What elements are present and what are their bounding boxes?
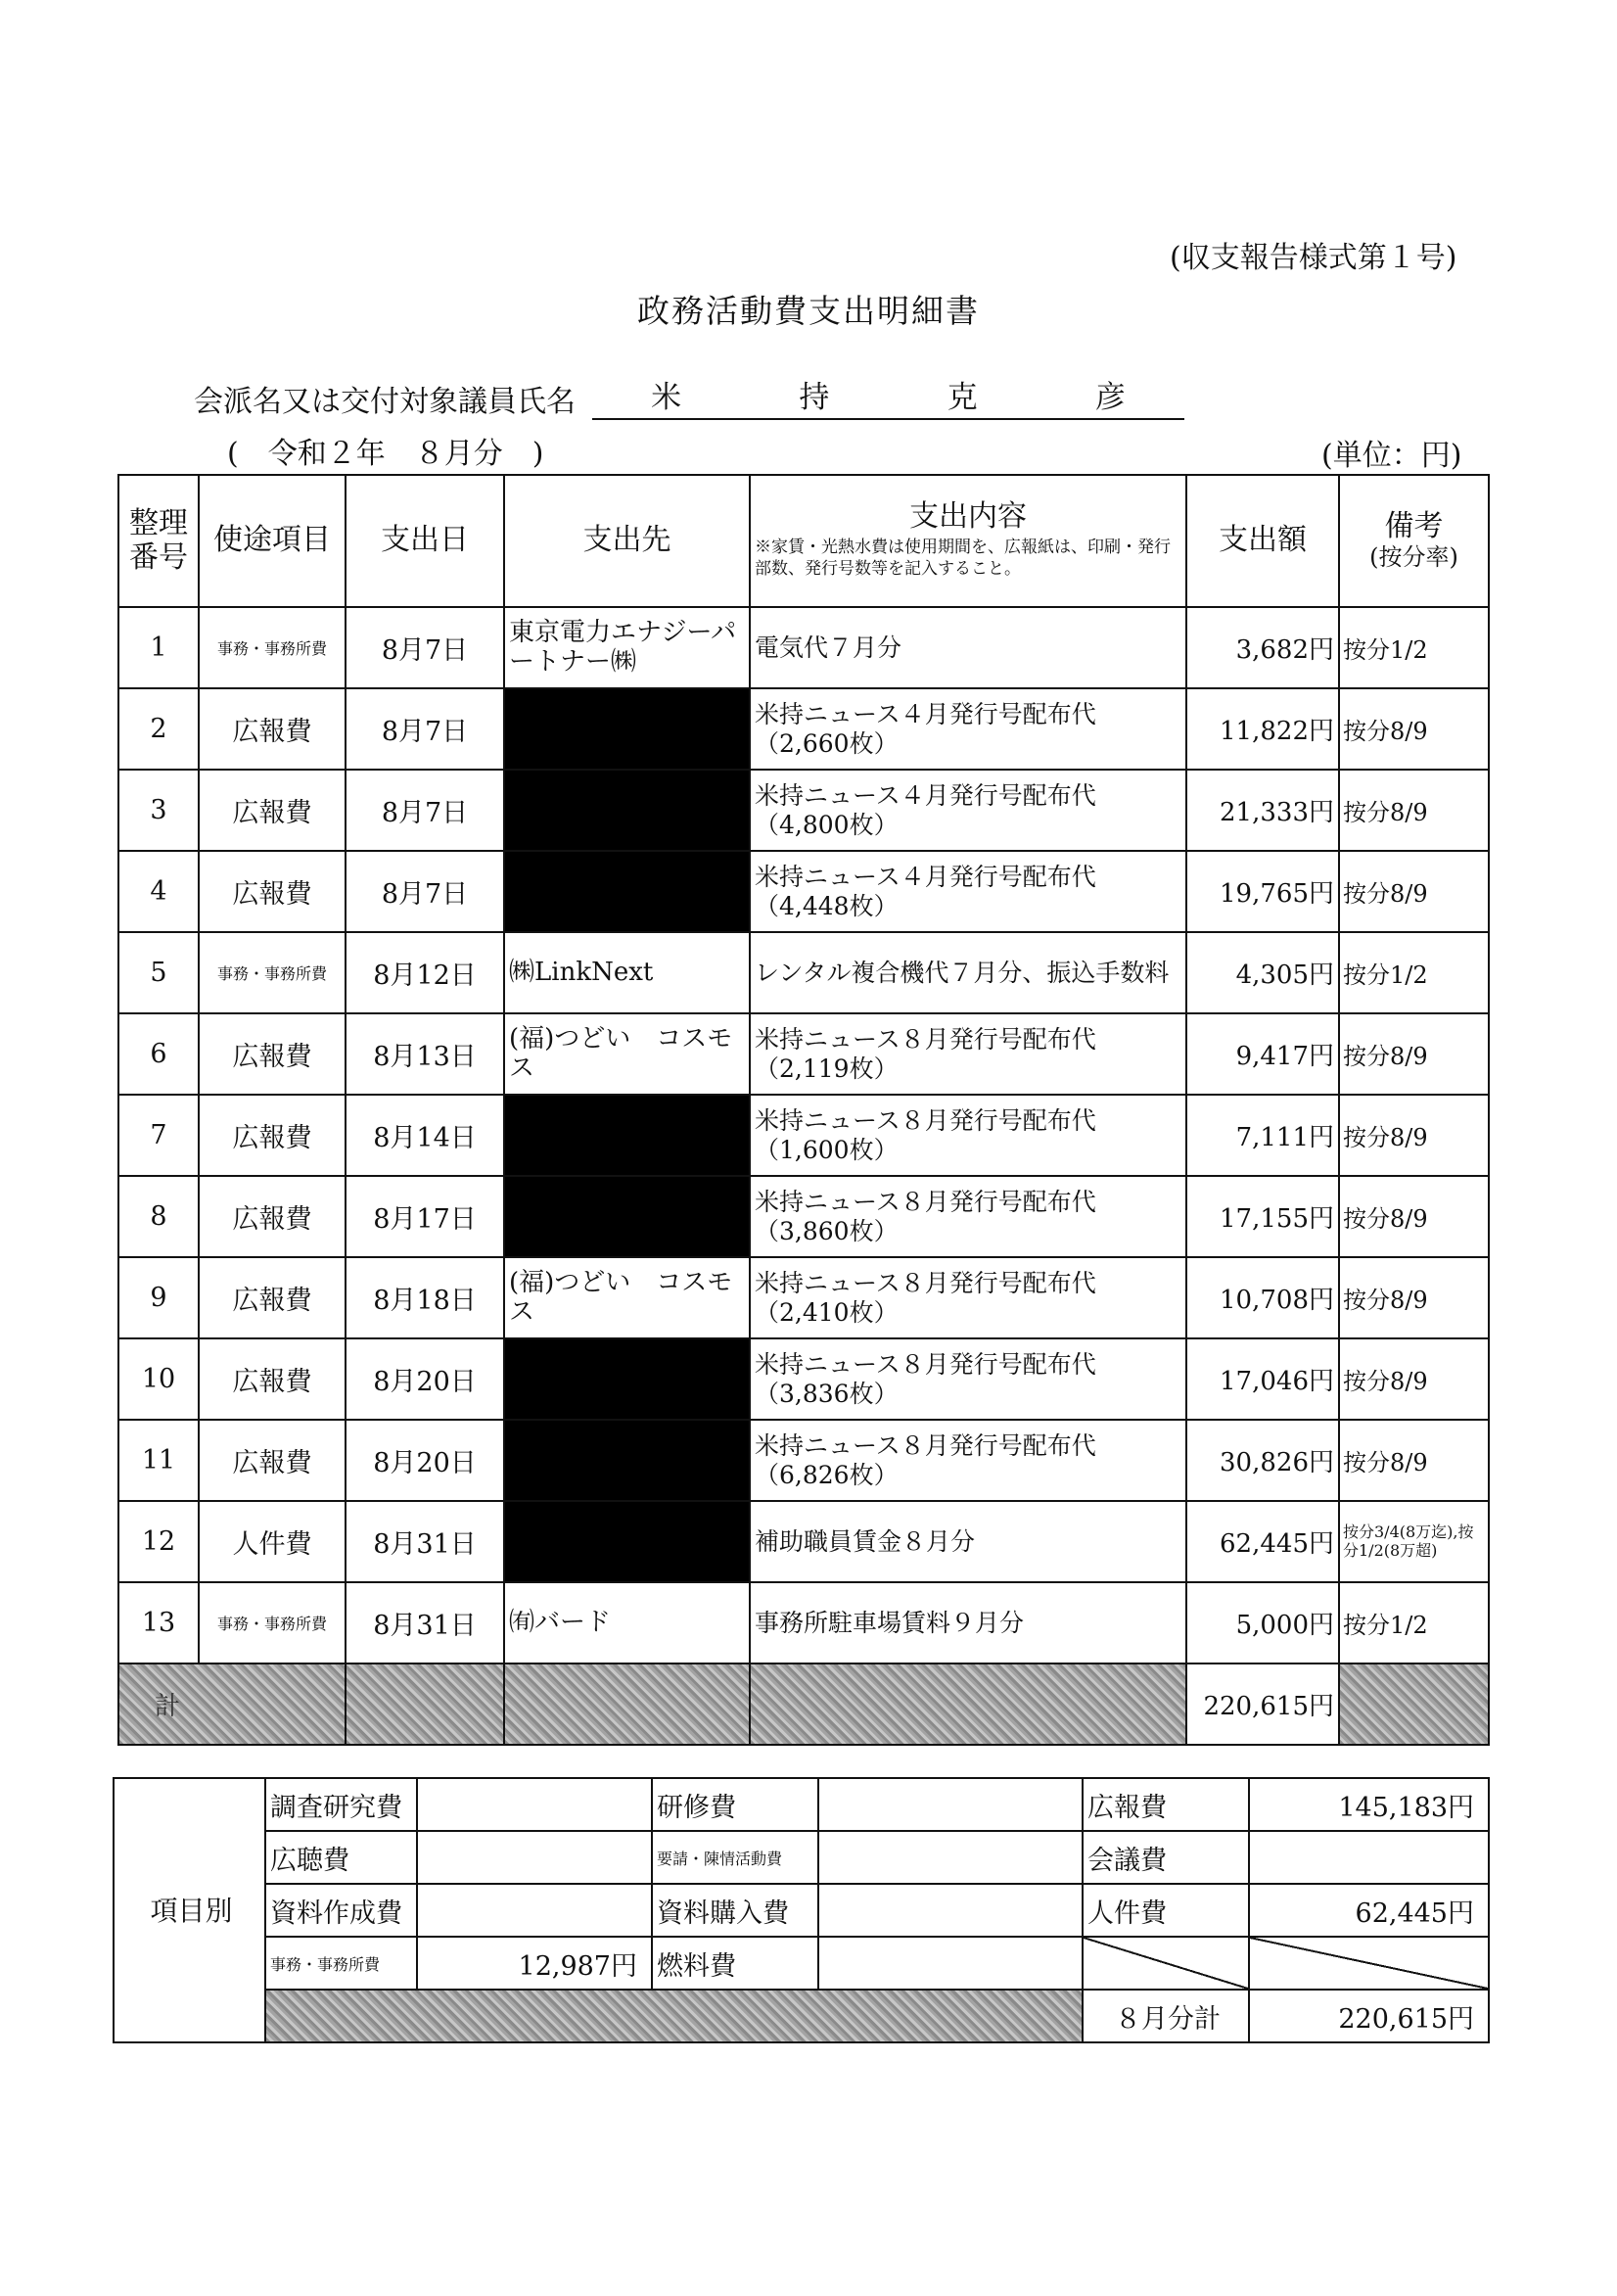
table-row xyxy=(118,770,1489,851)
row-amount: 11,822円 xyxy=(1186,688,1339,770)
row-remark: 按分8/9 xyxy=(1339,1013,1489,1095)
total-amount: 220,615円 xyxy=(1186,1663,1339,1745)
row-date: 8月7日 xyxy=(346,851,504,932)
redacted-payee xyxy=(504,1176,750,1257)
row-remark: 按分8/9 xyxy=(1339,770,1489,851)
row-category: 広報費 xyxy=(199,851,346,932)
summary-value: 12,987円 xyxy=(417,1937,652,1990)
row-content: 米持ニュース８月発行号配布代（6,826枚） xyxy=(750,1420,1186,1501)
row-no: 5 xyxy=(118,932,199,1013)
row-content: 事務所駐車場賃料９月分 xyxy=(750,1582,1186,1663)
header-remark xyxy=(1339,475,1489,607)
row-no: 3 xyxy=(118,770,199,851)
row-content: レンタル複合機代７月分、振込手数料 xyxy=(750,932,1186,1013)
row-no: 2 xyxy=(118,688,199,770)
diagonal-slash-cell xyxy=(1249,1937,1489,1990)
row-category: 広報費 xyxy=(199,1420,346,1501)
row-no: 13 xyxy=(118,1582,199,1663)
table-row xyxy=(118,1013,1489,1095)
row-date: 8月20日 xyxy=(346,1338,504,1420)
row-remark: 按分8/9 xyxy=(1339,688,1489,770)
header-remark-sub: (按分率) xyxy=(1369,542,1458,571)
row-amount: 9,417円 xyxy=(1186,1013,1339,1095)
summary-label: 燃料費 xyxy=(652,1937,818,1990)
row-no: 12 xyxy=(118,1501,199,1582)
header-category: 使途項目 xyxy=(199,475,346,607)
row-date: 8月12日 xyxy=(346,932,504,1013)
row-remark: 按分8/9 xyxy=(1339,1257,1489,1338)
report-period: ( 令和２年 ８月分 ) xyxy=(227,437,544,471)
header-payee: 支出先 xyxy=(504,475,750,607)
summary-label: 調査研究費 xyxy=(265,1778,417,1831)
header-no: 整理番号 xyxy=(118,475,199,607)
row-date: 8月7日 xyxy=(346,688,504,770)
row-category: 広報費 xyxy=(199,1176,346,1257)
summary-label: 資料作成費 xyxy=(265,1884,417,1937)
row-date: 8月31日 xyxy=(346,1501,504,1582)
table-row xyxy=(118,688,1489,770)
row-remark: 按分8/9 xyxy=(1339,851,1489,932)
total-label: 計 xyxy=(118,1663,346,1745)
row-date: 8月7日 xyxy=(346,607,504,688)
summary-value xyxy=(818,1778,1083,1831)
row-content: 米持ニュース８月発行号配布代（1,600枚） xyxy=(750,1095,1186,1176)
row-date: 8月14日 xyxy=(346,1095,504,1176)
summary-label: 資料購入費 xyxy=(652,1884,818,1937)
summary-label: 要請・陳情活動費 xyxy=(652,1831,818,1884)
row-no: 8 xyxy=(118,1176,199,1257)
category-summary-table xyxy=(113,1777,1490,2043)
row-remark: 按分3/4(8万迄),按分1/2(8万超) xyxy=(1339,1501,1489,1582)
table-row xyxy=(118,851,1489,932)
row-amount: 17,046円 xyxy=(1186,1338,1339,1420)
summary-value xyxy=(818,1831,1083,1884)
summary-value xyxy=(417,1778,652,1831)
name-char: 米 xyxy=(651,380,682,415)
header-amount: 支出額 xyxy=(1186,475,1339,607)
row-amount: 62,445円 xyxy=(1186,1501,1339,1582)
header-remark-title: 備考 xyxy=(1384,509,1444,544)
total-row xyxy=(118,1663,1489,1745)
table-row xyxy=(118,1420,1489,1501)
table-row xyxy=(118,1501,1489,1582)
summary-axis-label: 項目別 xyxy=(114,1778,265,2042)
row-payee: 東京電力エナジーパートナー㈱ xyxy=(504,607,750,688)
summary-value xyxy=(1249,1831,1489,1884)
name-char: 克 xyxy=(947,380,978,415)
row-amount: 7,111円 xyxy=(1186,1095,1339,1176)
row-content: 補助職員賃金８月分 xyxy=(750,1501,1186,1582)
row-category: 広報費 xyxy=(199,770,346,851)
expense-table xyxy=(117,474,1490,1746)
header-content-title: 支出内容 xyxy=(909,499,1027,535)
summary-label: 人件費 xyxy=(1083,1884,1249,1937)
row-category: 事務・事務所費 xyxy=(199,1582,346,1663)
row-payee: (福)つどい コスモス xyxy=(504,1257,750,1338)
redacted-payee xyxy=(504,1095,750,1176)
header-date: 支出日 xyxy=(346,475,504,607)
row-no: 6 xyxy=(118,1013,199,1095)
row-no: 4 xyxy=(118,851,199,932)
redacted-payee xyxy=(504,770,750,851)
row-category: 広報費 xyxy=(199,1338,346,1420)
summary-value xyxy=(818,1937,1083,1990)
document-title: 政務活動費支出明細書 xyxy=(637,292,980,330)
table-row xyxy=(118,1582,1489,1663)
table-row xyxy=(118,1338,1489,1420)
shaded-cell xyxy=(1339,1663,1489,1745)
row-category: 広報費 xyxy=(199,688,346,770)
summary-value: 145,183円 xyxy=(1249,1778,1489,1831)
table-row xyxy=(118,932,1489,1013)
summary-value xyxy=(417,1831,652,1884)
row-payee: ㈲バード xyxy=(504,1582,750,1663)
row-remark: 按分1/2 xyxy=(1339,932,1489,1013)
unit-label: (単位：円) xyxy=(1321,439,1462,473)
row-category: 事務・事務所費 xyxy=(199,607,346,688)
row-no: 9 xyxy=(118,1257,199,1338)
row-remark: 按分1/2 xyxy=(1339,1582,1489,1663)
summary-label: 研修費 xyxy=(652,1778,818,1831)
row-amount: 3,682円 xyxy=(1186,607,1339,688)
row-content: 米持ニュース４月発行号配布代（2,660枚） xyxy=(750,688,1186,770)
row-date: 8月13日 xyxy=(346,1013,504,1095)
row-amount: 5,000円 xyxy=(1186,1582,1339,1663)
row-content: 米持ニュース４月発行号配布代（4,448枚） xyxy=(750,851,1186,932)
row-amount: 30,826円 xyxy=(1186,1420,1339,1501)
row-payee: ㈱LinkNext xyxy=(504,932,750,1013)
row-content: 米持ニュース８月発行号配布代（2,410枚） xyxy=(750,1257,1186,1338)
row-amount: 19,765円 xyxy=(1186,851,1339,932)
row-content: 電気代７月分 xyxy=(750,607,1186,688)
header-content-note: ※家賃・光熱水費は使用期間を、広報紙は、印刷・発行部数、発行号数等を記入すること。 xyxy=(755,537,1171,579)
summary-label: 会議費 xyxy=(1083,1831,1249,1884)
row-content: 米持ニュース８月発行号配布代（2,119枚） xyxy=(750,1013,1186,1095)
row-remark: 按分8/9 xyxy=(1339,1095,1489,1176)
redacted-payee xyxy=(504,688,750,770)
summary-value xyxy=(818,1884,1083,1937)
redacted-payee xyxy=(504,851,750,932)
shaded-cell xyxy=(265,1990,1083,2042)
row-remark: 按分8/9 xyxy=(1339,1176,1489,1257)
row-amount: 10,708円 xyxy=(1186,1257,1339,1338)
row-category: 広報費 xyxy=(199,1095,346,1176)
month-total-label: ８月分計 xyxy=(1083,1990,1249,2042)
table-row xyxy=(118,607,1489,688)
redacted-payee xyxy=(504,1420,750,1501)
table-row xyxy=(118,1176,1489,1257)
row-category: 広報費 xyxy=(199,1257,346,1338)
name-char: 持 xyxy=(799,380,830,415)
row-date: 8月31日 xyxy=(346,1582,504,1663)
row-date: 8月7日 xyxy=(346,770,504,851)
row-date: 8月20日 xyxy=(346,1420,504,1501)
row-category: 広報費 xyxy=(199,1013,346,1095)
redacted-payee xyxy=(504,1338,750,1420)
name-label: 会派名又は交付対象議員氏名 xyxy=(194,385,576,419)
name-char: 彦 xyxy=(1094,380,1126,415)
row-payee: (福)つどい コスモス xyxy=(504,1013,750,1095)
summary-value: 62,445円 xyxy=(1249,1884,1489,1937)
table-row xyxy=(118,1095,1489,1176)
summary-label: 広聴費 xyxy=(265,1831,417,1884)
row-amount: 17,155円 xyxy=(1186,1176,1339,1257)
shaded-cell xyxy=(346,1663,504,1745)
header-content xyxy=(750,475,1186,607)
row-no: 11 xyxy=(118,1420,199,1501)
row-remark: 按分1/2 xyxy=(1339,607,1489,688)
row-amount: 21,333円 xyxy=(1186,770,1339,851)
row-amount: 4,305円 xyxy=(1186,932,1339,1013)
row-no: 1 xyxy=(118,607,199,688)
summary-label: 広報費 xyxy=(1083,1778,1249,1831)
row-category: 事務・事務所費 xyxy=(199,932,346,1013)
table-row xyxy=(118,1257,1489,1338)
redacted-payee xyxy=(504,1501,750,1582)
row-date: 8月17日 xyxy=(346,1176,504,1257)
form-number: (収支報告様式第１号) xyxy=(1170,241,1457,275)
shaded-cell xyxy=(504,1663,750,1745)
diagonal-slash-cell xyxy=(1083,1937,1249,1990)
shaded-cell xyxy=(750,1663,1186,1745)
month-total-value: 220,615円 xyxy=(1249,1990,1489,2042)
summary-value xyxy=(417,1884,652,1937)
row-content: 米持ニュース８月発行号配布代（3,836枚） xyxy=(750,1338,1186,1420)
row-category: 人件費 xyxy=(199,1501,346,1582)
row-remark: 按分8/9 xyxy=(1339,1420,1489,1501)
row-remark: 按分8/9 xyxy=(1339,1338,1489,1420)
row-no: 10 xyxy=(118,1338,199,1420)
row-content: 米持ニュース４月発行号配布代（4,800枚） xyxy=(750,770,1186,851)
summary-label: 事務・事務所費 xyxy=(265,1937,417,1990)
row-content: 米持ニュース８月発行号配布代（3,860枚） xyxy=(750,1176,1186,1257)
member-name xyxy=(592,372,1184,420)
row-no: 7 xyxy=(118,1095,199,1176)
row-date: 8月18日 xyxy=(346,1257,504,1338)
